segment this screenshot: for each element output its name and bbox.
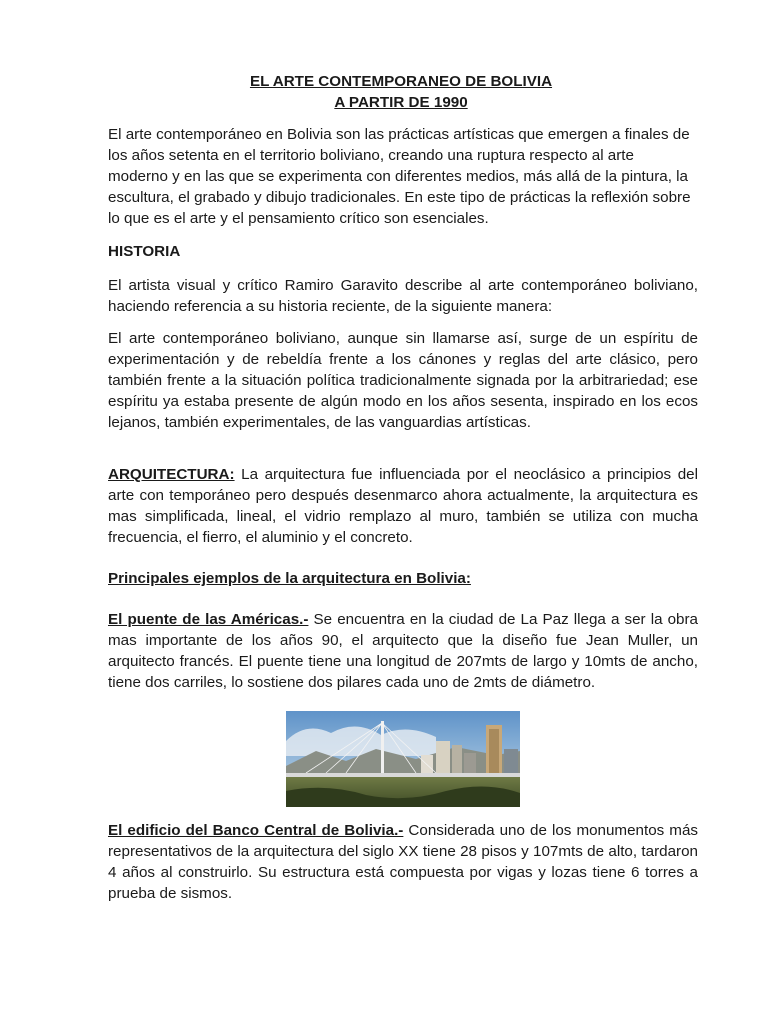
banco-paragraph: [108, 820, 698, 904]
banco-text: Considerada uno de los monumentos más representativos de la arquitectura del siglo XX tiene 28 pisos y 107mts de alto, tardaron 4 años al construirlo. Su estructura está compuesta por vigas y lozas tiene 6 torres a prueba de sismos.: [108, 822, 698, 902]
banco-label: El edificio del Banco Central de Bolivia.-: [108, 822, 404, 839]
puente-americas-photo: [286, 711, 520, 807]
puente-label: El puente de las Américas.-: [108, 611, 309, 628]
arquitectura-paragraph: [108, 464, 698, 548]
historia-heading: HISTORIA: [108, 243, 181, 260]
document-title: EL ARTE CONTEMPORANEO DE BOLIVIA: [249, 73, 553, 90]
intro-paragraph: El arte contemporáneo en Bolivia son las prácticas artísticas que emergen a finales de los años setenta en el territorio boliviano, creando una ruptura respecto al arte moderno y en las que se experimenta con diferentes medios, más allá de la pintura, la escultura, el grabado y dibujo tradicionales. En este tipo de prácticas la reflexión sobre lo que es el arte y el pensamiento crítico son esenciales.: [108, 126, 691, 227]
ejemplos-heading: Principales ejemplos de la arquitectura en Bolivia:: [108, 570, 471, 587]
historia-paragraph-2: El arte contemporáneo boliviano, aunque sin llamarse así, surge de un espíritu de experimentación y de rebeldía frente a los cánones y reglas del arte clásico, pero también frente a la situación política tradicionalmente signada por la arbitrariedad; ese espíritu ya estaba presente de algún modo en los años sesenta, inspirado en los ecos lejanos, también experimentales, de las vanguardias artísticas.: [108, 330, 698, 431]
title-block: [0, 71, 768, 113]
puente-text: Se encuentra en la ciudad de La Paz llega a ser la obra mas importante de los años 90, el arquitecto que la diseño fue Jean Muller, un arquitecto francés. El puente tiene una longitud de 207mts de largo y 10mts de ancho, tiene dos carriles, lo sostiene dos pilares cada uno de 2mts de diámetro.: [108, 611, 698, 691]
document-subtitle: A PARTIR DE 1990: [334, 94, 468, 111]
historia-paragraph-1: El artista visual y crítico Ramiro Garavito describe al arte contemporáneo boliviano, haciendo referencia a su historia reciente, de la siguiente manera:: [108, 277, 698, 315]
arquitectura-text: La arquitectura fue influenciada por el neoclásico a principios del arte con temporáneo pero después desenmarco ahora actualmente, la arquitectura es mas simplificada, lineal, el vidrio remplazo al muro, también se utiliza con mucha frecuencia, el fierro, el aluminio y el concreto.: [108, 466, 698, 546]
arquitectura-label: ARQUITECTURA:: [108, 466, 235, 483]
puente-paragraph: [108, 609, 698, 693]
